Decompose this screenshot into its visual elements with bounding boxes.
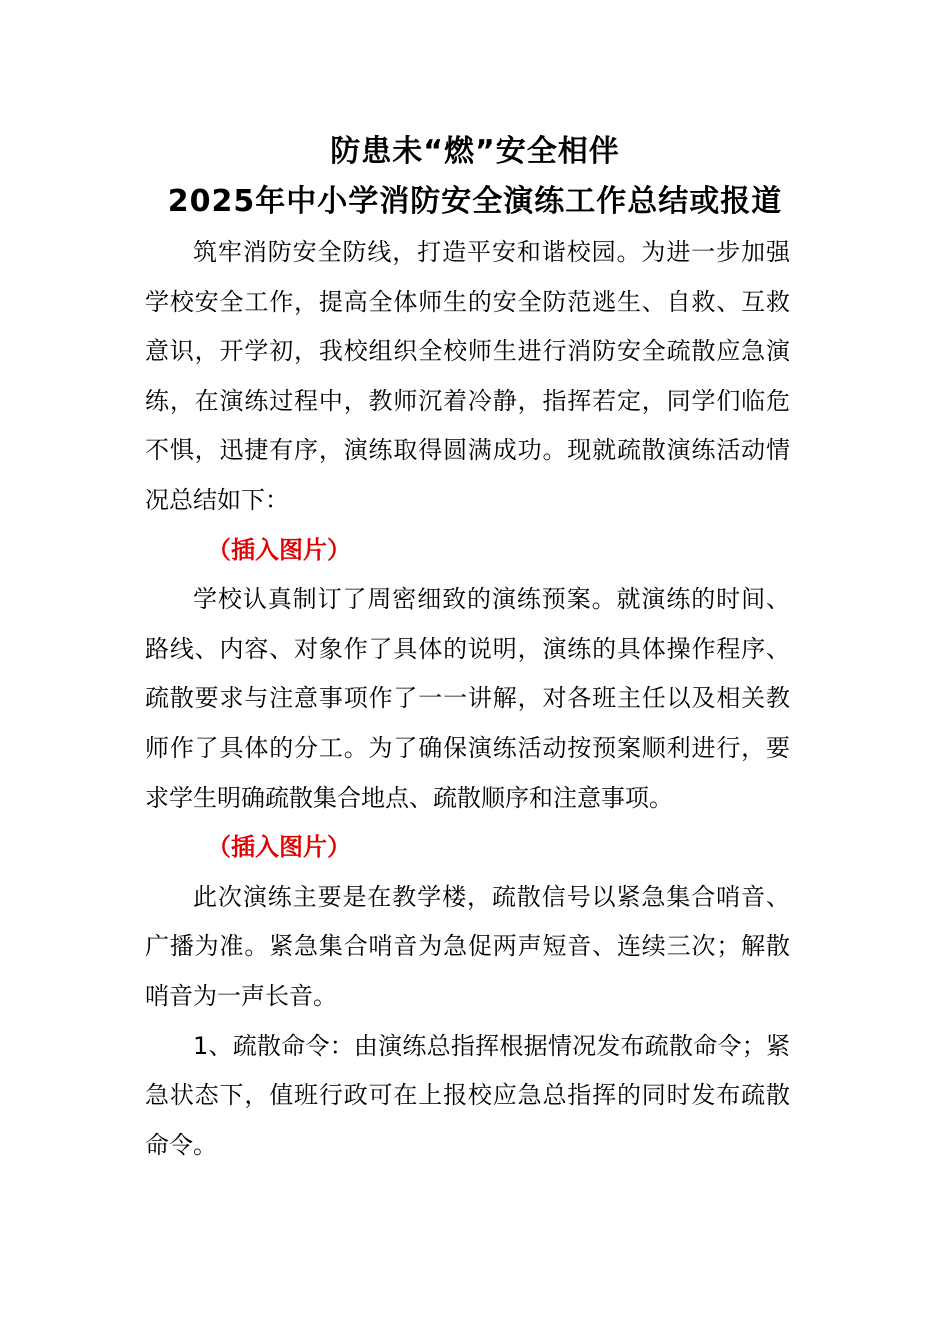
document-subtitle: 2025年中小学消防安全演练工作总结或报道 bbox=[167, 184, 783, 219]
image-placeholder: （插入图片） bbox=[207, 833, 351, 862]
document-body bbox=[145, 228, 790, 1170]
paragraph-signals: 此次演练主要是在教学楼，疏散信号以紧急集合哨音、广播为准。紧急集合哨音为急促两声短音、连续三次；解散哨音为一声长音。 bbox=[145, 882, 790, 1010]
paragraph-preparation: 学校认真制订了周密细致的演练预案。就演练的时间、路线、内容、对象作了具体的说明，演练的具体操作程序、疏散要求与注意事项作了一一讲解，对各班主任以及相关教师作了具体的分工。为了确保演练活动按预案顺利进行，要求学生明确疏散集合地点、疏散顺序和注意事项。 bbox=[145, 585, 790, 812]
document-title: 防患未“燃”安全相伴 bbox=[330, 134, 620, 169]
image-placeholder: （插入图片） bbox=[207, 535, 351, 564]
paragraph-evacuation-order: 1、疏散命令：由演练总指挥根据情况发布疏散命令；紧急状态下，值班行政可在上报校应急总指挥的同时发布疏散命令。 bbox=[145, 1031, 790, 1159]
paragraph-intro: 筑牢消防安全防线，打造平安和谐校园。为进一步加强学校安全工作，提高全体师生的安全防范逃生、自救、互救意识，开学初，我校组织全校师生进行消防安全疏散应急演练，在演练过程中，教师沉着冷静，指挥若定，同学们临危不惧，迅捷有序，演练取得圆满成功。现就疏散演练活动情况总结如下： bbox=[145, 238, 790, 514]
